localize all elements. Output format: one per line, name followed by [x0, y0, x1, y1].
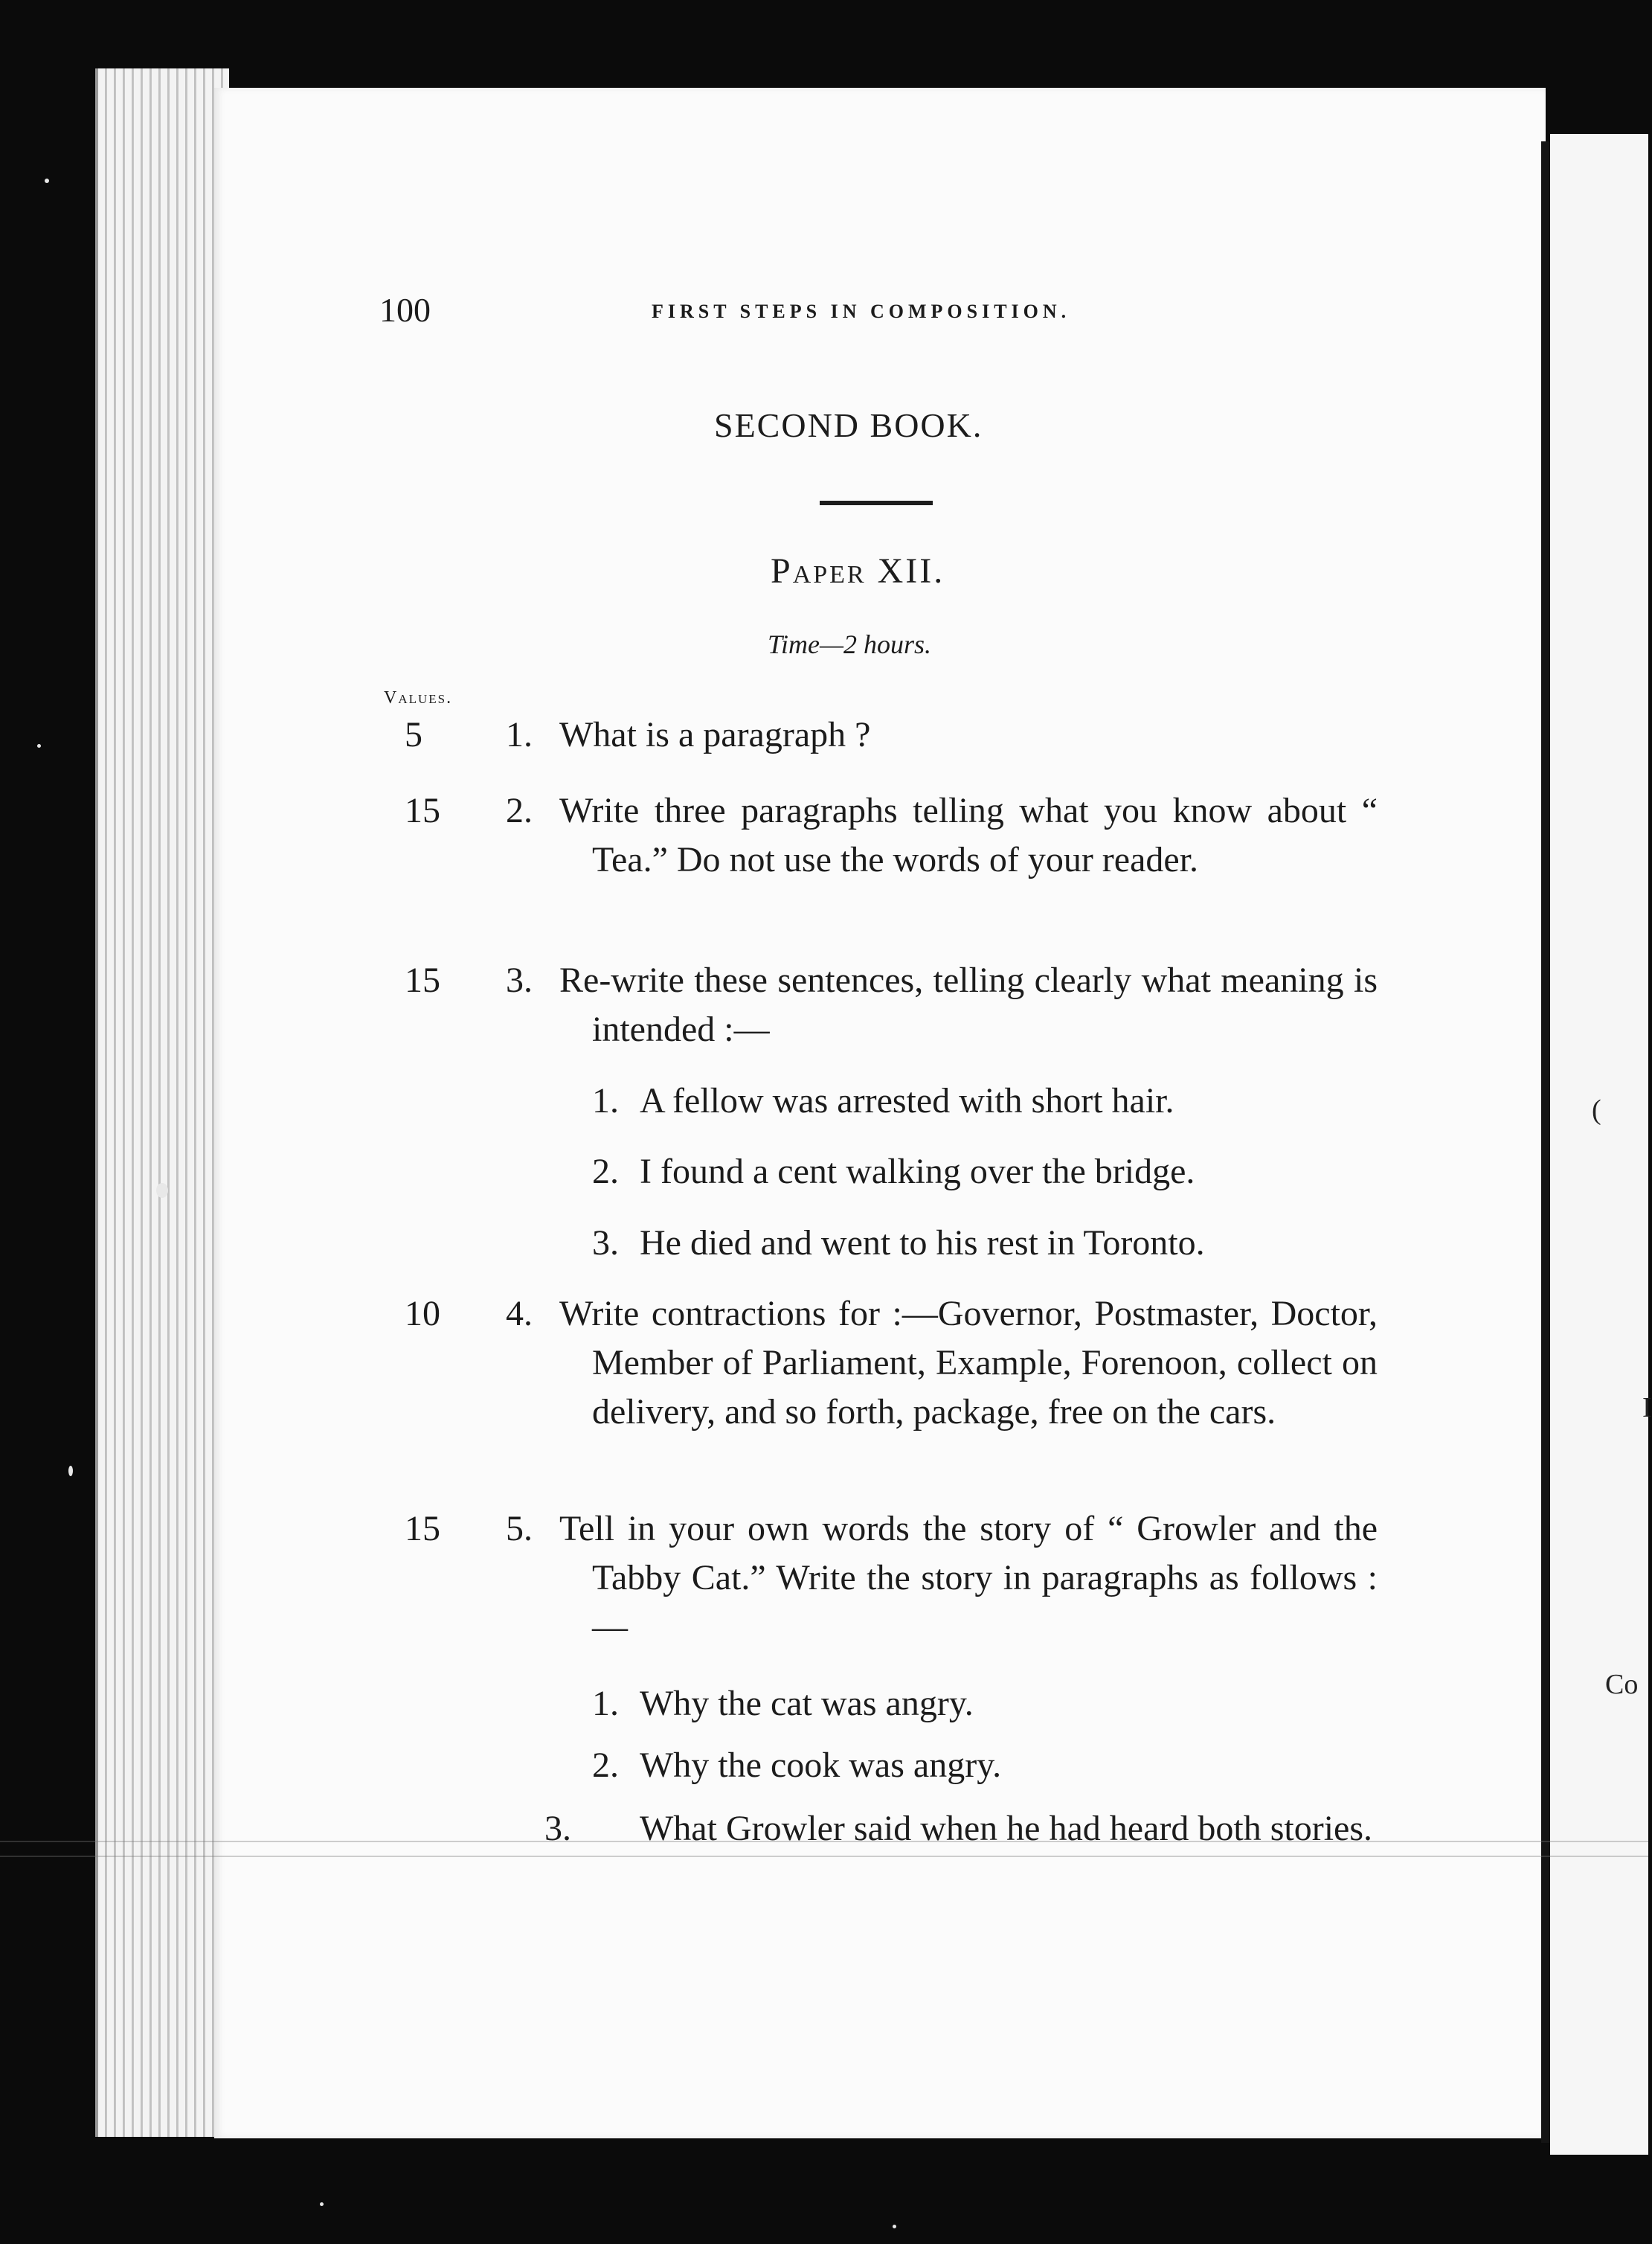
question	[384, 1504, 1381, 1652]
question-text: Tell in your own words the story of “ Growler and the Tabby Cat.” Write the story in paragraphs as follows :—	[559, 1509, 1378, 1647]
sub-item-text: I found a cent walking over the bridge.	[640, 1152, 1195, 1191]
facing-page-fragment: (	[1592, 1094, 1601, 1126]
book-title: SECOND BOOK.	[714, 406, 983, 444]
sub-item-number: 3.	[544, 1809, 571, 1848]
question-value: 15	[405, 791, 440, 830]
question	[384, 711, 1381, 760]
sub-item-number: 1.	[592, 1081, 619, 1121]
facing-page-edge	[1550, 134, 1652, 2155]
question-value: 15	[405, 961, 440, 1000]
question-value: 10	[405, 1294, 440, 1333]
sub-item-text: What Growler said when he had heard both stories.	[640, 1809, 1373, 1848]
book-gutter	[1541, 141, 1550, 2143]
sub-item-text: He died and went to his rest in Toronto.	[640, 1223, 1205, 1263]
page-edges	[95, 68, 229, 2137]
scan-artifact-line	[0, 1856, 1648, 1857]
sub-item	[592, 1147, 1395, 1196]
dust-speck	[68, 1466, 73, 1476]
question-number: 1.	[506, 715, 533, 754]
dust-speck	[37, 744, 41, 748]
sub-item	[592, 1679, 1395, 1728]
title-rule	[820, 501, 933, 505]
values-label: Values.	[384, 688, 453, 708]
question-number: 4.	[506, 1294, 533, 1333]
sub-item	[544, 1804, 1428, 1853]
question	[384, 1289, 1381, 1437]
dust-speck	[893, 2225, 896, 2228]
sub-item-text: A fellow was arrested with short hair.	[640, 1081, 1174, 1121]
sub-item-text: Why the cat was angry.	[640, 1684, 974, 1723]
sub-item	[592, 1219, 1395, 1268]
question-number: 3.	[506, 961, 533, 1000]
question-value: 5	[405, 715, 422, 754]
question	[384, 956, 1381, 1054]
dust-speck	[156, 1183, 168, 1198]
dust-speck	[45, 179, 49, 183]
sub-item-text: Why the cook was angry.	[640, 1745, 1002, 1785]
question-text: Re-write these sentences, telling clearly what meaning is intended :—	[559, 961, 1378, 1049]
sub-item-number: 1.	[592, 1684, 619, 1723]
question-text: Write contractions for :—Governor, Postmaster, Doctor, Member of Parliament, Example, Forenoon, collect on delivery, and so forth, package, free on the cars.	[559, 1294, 1378, 1432]
sub-item-number: 2.	[592, 1152, 619, 1191]
running-header	[379, 290, 1406, 335]
sub-item	[592, 1741, 1395, 1790]
question	[384, 786, 1381, 885]
page-number: 100	[379, 291, 431, 329]
question-number: 5.	[506, 1509, 533, 1548]
sub-item	[592, 1077, 1395, 1126]
time-allowed: Time—2 hours.	[768, 629, 932, 659]
question-text: What is a paragraph ?	[559, 715, 871, 754]
question-value: 15	[405, 1509, 440, 1548]
question-number: 2.	[506, 791, 533, 830]
sub-item-number: 2.	[592, 1745, 619, 1785]
dust-speck	[320, 2202, 324, 2206]
sub-item-number: 3.	[592, 1223, 619, 1263]
paper-title: Paper XII.	[771, 551, 945, 591]
facing-page-fragment: I	[1642, 1392, 1652, 1423]
running-head: FIRST STEPS IN COMPOSITION.	[652, 301, 1071, 322]
question-text: Write three paragraphs telling what you know about “ Tea.” Do not use the words of your reader.	[559, 791, 1378, 879]
facing-page-fragment: Co	[1605, 1669, 1639, 1700]
